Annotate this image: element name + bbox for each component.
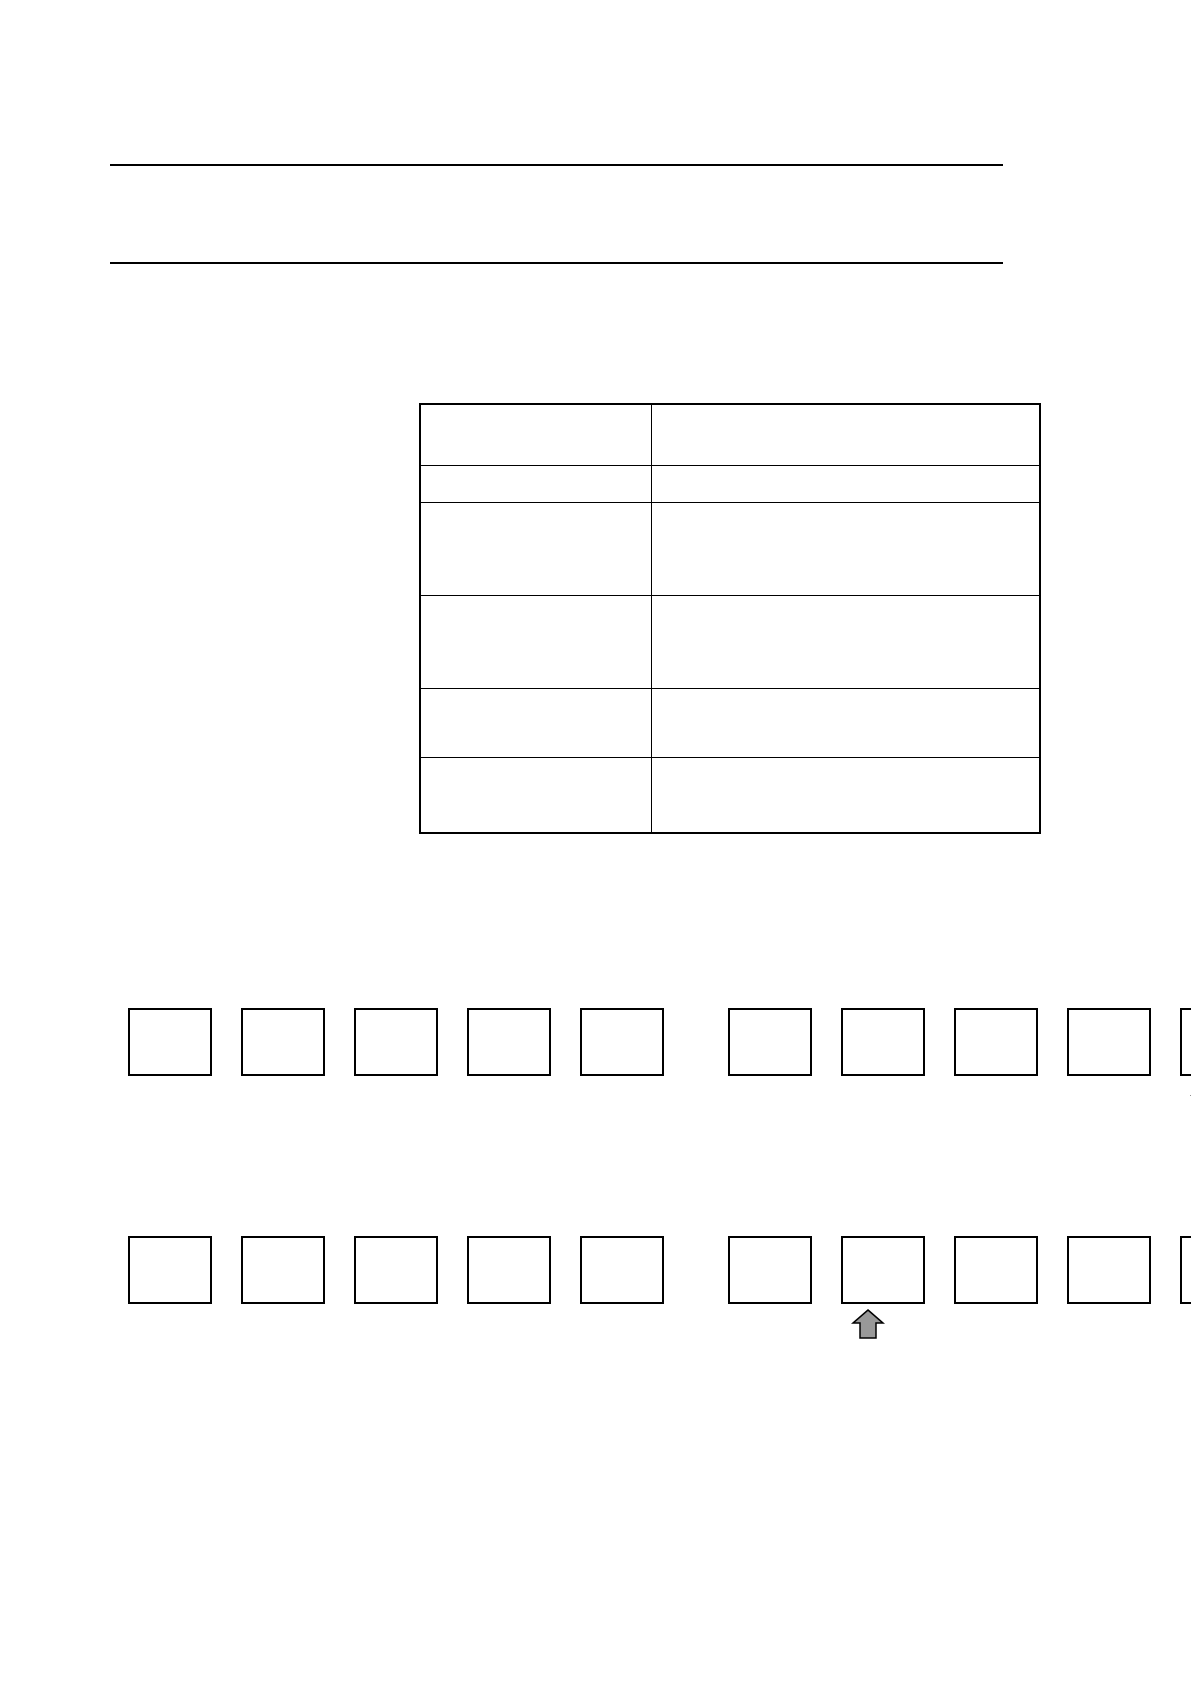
sequence-box — [241, 1008, 325, 1076]
header-rule-bottom — [110, 262, 1003, 264]
table-row — [420, 404, 1040, 466]
sequence-box — [954, 1008, 1038, 1076]
sequence-box — [1067, 1008, 1151, 1076]
table-cell-value — [652, 758, 1041, 834]
table-row — [420, 596, 1040, 689]
sequence-box — [841, 1008, 925, 1076]
table-cell-label — [420, 503, 652, 596]
specification-table — [419, 403, 1041, 834]
sequence-box — [580, 1008, 664, 1076]
sequence-row-2 — [128, 1236, 1013, 1306]
sequence-box — [467, 1236, 551, 1304]
pointer-arrow-up-icon — [851, 1308, 885, 1340]
sequence-row-1 — [128, 1008, 1013, 1078]
sequence-box — [1067, 1236, 1151, 1304]
table-row — [420, 758, 1040, 834]
table-cell-label — [420, 758, 652, 834]
sequence-box — [580, 1236, 664, 1304]
table-cell-label — [420, 466, 652, 503]
header-rule-top — [110, 164, 1003, 166]
sequence-box — [728, 1008, 812, 1076]
sequence-box — [354, 1008, 438, 1076]
sequence-box — [241, 1236, 325, 1304]
sequence-box — [467, 1008, 551, 1076]
sequence-box — [354, 1236, 438, 1304]
sequence-box — [1180, 1236, 1191, 1304]
sequence-box — [954, 1236, 1038, 1304]
table-cell-label — [420, 596, 652, 689]
sequence-box — [128, 1008, 212, 1076]
table-cell-label — [420, 404, 652, 466]
sequence-box — [128, 1236, 212, 1304]
table-cell-value — [652, 404, 1041, 466]
table-cell-value — [652, 466, 1041, 503]
table-row — [420, 503, 1040, 596]
table-row — [420, 689, 1040, 758]
table-row — [420, 466, 1040, 503]
sequence-box — [728, 1236, 812, 1304]
sequence-box — [1180, 1008, 1191, 1076]
table-cell-value — [652, 503, 1041, 596]
sequence-box — [841, 1236, 925, 1304]
table-cell-value — [652, 689, 1041, 758]
table-cell-label — [420, 689, 652, 758]
table-cell-value — [652, 596, 1041, 689]
